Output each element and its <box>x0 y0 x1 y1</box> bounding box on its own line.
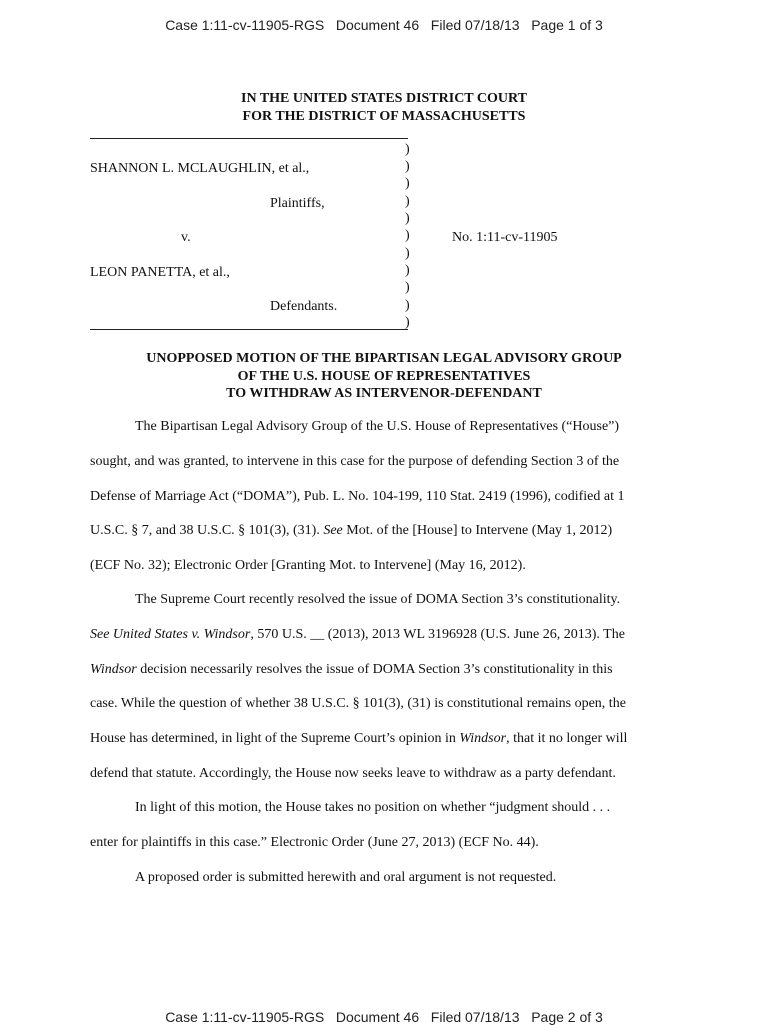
page1-header: Case 1:11-cv-11905-RGS Document 46 Filed 07/18/13 Page 1 of 3 <box>165 17 603 33</box>
body-text: , 570 U.S. __ (2013), 2013 WL 3196928 (U.S. June 26, 2013). The <box>250 627 625 642</box>
body-line: A proposed order is submitted herewith and oral argument is not requested. <box>135 870 557 885</box>
citation-signal: See <box>323 523 343 538</box>
body-line <box>90 731 627 747</box>
body-text: U.S.C. § 7, and 38 U.S.C. § 101(3), (31). <box>90 523 324 538</box>
motion-title-line2: OF THE U.S. HOUSE OF REPRESENTATIVES <box>237 369 531 384</box>
body-line <box>90 523 612 539</box>
case-name: Windsor <box>90 662 137 677</box>
body-line <box>90 627 625 643</box>
body-text: Mot. of the [House] to Intervene (May 1, 2012) <box>342 523 613 538</box>
caption-paren: ) <box>405 176 410 191</box>
caption-top-rule <box>90 138 408 139</box>
body-line: enter for plaintiffs in this case.” Electronic Order (June 27, 2013) (ECF No. 44). <box>90 835 539 850</box>
caption-paren: ) <box>405 263 410 278</box>
body-line: case. While the question of whether 38 U.S.C. § 101(3), (31) is constitutional remains open, the <box>90 696 626 711</box>
body-line: The Supreme Court recently resolved the issue of DOMA Section 3’s constitutionality. <box>135 592 621 607</box>
body-text: decision necessarily resolves the issue of DOMA Section 3’s constitutionality in this <box>136 662 613 677</box>
caption-paren: ) <box>405 194 410 209</box>
court-name-line2: FOR THE DISTRICT OF MASSACHUSETTS <box>242 109 526 124</box>
body-line: (ECF No. 32); Electronic Order [Granting Mot. to Intervene] (May 16, 2012). <box>90 558 526 573</box>
body-line: The Bipartisan Legal Advisory Group of the U.S. House of Representatives (“House”) <box>135 419 620 434</box>
court-name-line1: IN THE UNITED STATES DISTRICT COURT <box>241 91 527 106</box>
caption-paren: ) <box>405 228 410 243</box>
caption-paren: ) <box>405 142 410 157</box>
caption-bottom-rule <box>90 329 408 330</box>
caption-paren: ) <box>405 298 410 313</box>
body-line <box>90 662 613 678</box>
case-number: No. 1:11-cv-11905 <box>452 230 558 245</box>
body-line: defend that statute. Accordingly, the House now seeks leave to withdraw as a party defendant. <box>90 766 616 781</box>
case-citation: See United States v. Windsor <box>90 627 251 642</box>
defendants-label: Defendants. <box>270 299 338 314</box>
caption-paren: ) <box>405 246 410 261</box>
case-name: Windsor <box>459 731 507 746</box>
defendant-name: LEON PANETTA, et al., <box>90 265 230 280</box>
caption-paren: ) <box>405 211 410 226</box>
page2-header: Case 1:11-cv-11905-RGS Document 46 Filed 07/18/13 Page 2 of 3 <box>165 1009 603 1025</box>
caption-paren: ) <box>405 159 410 174</box>
caption-paren: ) <box>405 315 410 330</box>
motion-title-line3: TO WITHDRAW AS INTERVENOR-DEFENDANT <box>226 386 542 401</box>
body-text: , that it no longer will <box>506 731 628 746</box>
body-line: In light of this motion, the House takes no position on whether “judgment should . . . <box>135 800 611 815</box>
plaintiff-name: SHANNON L. MCLAUGHLIN, et al., <box>90 161 310 176</box>
body-text: House has determined, in light of the Supreme Court’s opinion in <box>90 731 460 746</box>
body-line: sought, and was granted, to intervene in this case for the purpose of defending Section 3 of the <box>90 454 620 469</box>
caption-paren: ) <box>405 280 410 295</box>
body-line: Defense of Marriage Act (“DOMA”), Pub. L. No. 104-199, 110 Stat. 2419 (1996), codified at 1 <box>90 489 625 504</box>
motion-title-line1: UNOPPOSED MOTION OF THE BIPARTISAN LEGAL ADVISORY GROUP <box>146 351 622 366</box>
plaintiffs-label: Plaintiffs, <box>270 196 325 211</box>
versus-label: v. <box>181 230 191 245</box>
